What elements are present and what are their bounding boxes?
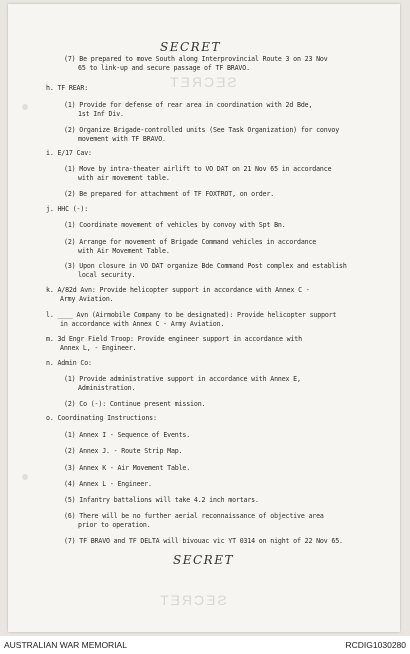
text-line: (1) Provide for defense of rear area in coordination with 2d Bde, bbox=[64, 101, 313, 109]
text-line: (2) Co (-): Continue present mission. bbox=[64, 400, 206, 408]
text-line: 65 to link-up and secure passage of TF BRAVO. bbox=[78, 64, 250, 72]
text-line: (7) TF BRAVO and TF DELTA will bivouac vic YT 0314 on night of 22 Nov 65. bbox=[64, 537, 343, 545]
text-line: l. ____ Avn (Airmobile Company to be designated): Provide helicopter support bbox=[46, 311, 337, 319]
text-line: prior to operation. bbox=[78, 521, 151, 529]
text-line: (6) There will be no further aerial reconnaissance of objective area bbox=[64, 512, 324, 520]
text-line: (4) Annex L - Engineer. bbox=[64, 480, 152, 488]
text-line: in accordance with Annex C - Army Aviation. bbox=[60, 320, 225, 328]
text-line: (1) Annex I - Sequence of Events. bbox=[64, 431, 191, 439]
text-line: k. A/82d Avn: Provide helicopter support in accordance with Annex C - bbox=[46, 286, 310, 294]
text-line: local security. bbox=[78, 271, 136, 279]
text-line: o. Coordinating Instructions: bbox=[46, 414, 157, 422]
text-line: 1st Inf Div. bbox=[78, 110, 124, 118]
text-line: n. Admin Co: bbox=[46, 359, 92, 367]
text-line: with air movement table. bbox=[78, 174, 170, 182]
text-line: (1) Move by intra-theater airlift to VO DAT on 21 Nov 65 in accordance bbox=[64, 165, 332, 173]
punch-hole bbox=[22, 474, 28, 480]
archive-footer bbox=[0, 636, 410, 654]
text-line: (2) Organize Brigade-controlled units (See Task Organization) for convoy bbox=[64, 126, 340, 134]
text-line: (3) Annex K - Air Movement Table. bbox=[64, 464, 191, 472]
bleed-through-mark: SECRET bbox=[158, 592, 227, 608]
text-line: m. 3d Engr Field Troop: Provide engineer support in accordance with bbox=[46, 335, 302, 343]
bleed-through-mark: SECRET bbox=[168, 74, 237, 90]
classification-stamp-top: SECRET bbox=[160, 40, 221, 54]
text-line: (5) Infantry battalions will take 4.2 inch mortars. bbox=[64, 496, 259, 504]
document-page bbox=[8, 4, 400, 632]
text-line: (2) Be prepared for attachment of TF FOXTROT, on order. bbox=[64, 190, 275, 198]
text-line: (7) Be prepared to move South along Interprovincial Route 3 on 23 Nov bbox=[64, 55, 328, 63]
text-line: (1) Coordinate movement of vehicles by convoy with Spt Bn. bbox=[64, 221, 286, 229]
text-line: (1) Provide administrative support in accordance with Annex E, bbox=[64, 375, 301, 383]
text-line: (3) Upon closure in VO DAT organize Bde Command Post complex and establish bbox=[64, 262, 347, 270]
classification-stamp-bottom: SECRET bbox=[173, 553, 234, 567]
text-line: with Air Movement Table. bbox=[78, 247, 170, 255]
text-line: Administration. bbox=[78, 384, 136, 392]
punch-hole bbox=[22, 104, 28, 110]
archive-reference: RCDIG1030280 bbox=[345, 640, 406, 650]
text-line: Army Aviation. bbox=[60, 295, 114, 303]
text-line: (2) Annex J. - Route Strip Map. bbox=[64, 447, 183, 455]
text-line: j. HHC (-): bbox=[46, 205, 89, 213]
text-line: movement with TF BRAVO. bbox=[78, 135, 166, 143]
text-line: i. E/17 Cav: bbox=[46, 149, 92, 157]
text-line: h. TF REAR: bbox=[46, 84, 89, 92]
archive-name: AUSTRALIAN WAR MEMORIAL bbox=[4, 640, 127, 650]
text-line: Annex L, - Engineer. bbox=[60, 344, 137, 352]
text-line: (2) Arrange for movement of Brigade Command vehicles in accordance bbox=[64, 238, 317, 246]
